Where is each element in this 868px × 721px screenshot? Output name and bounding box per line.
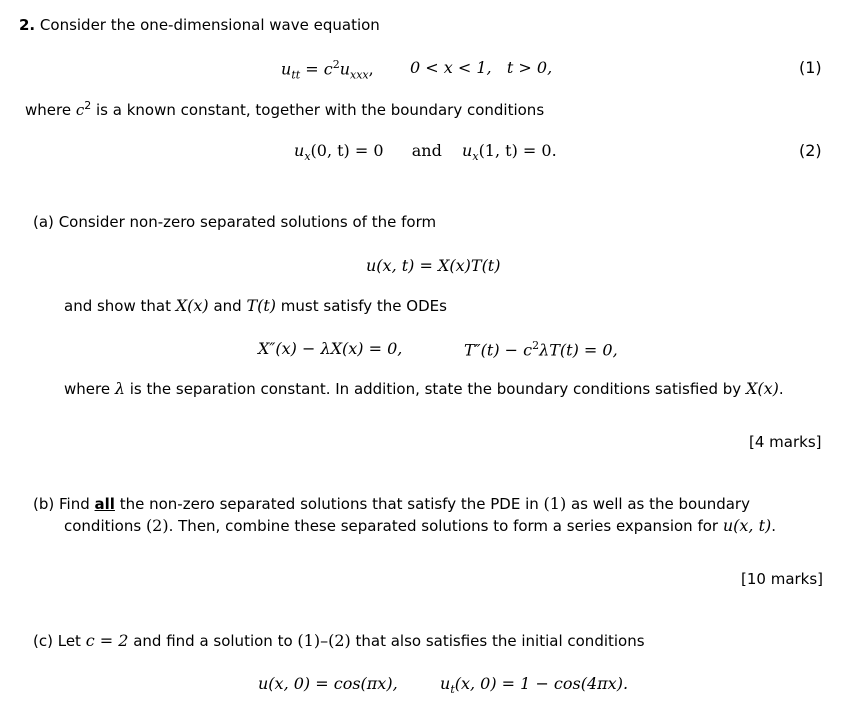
equation-1: $u_{tt} = c^2u_{xxx}$, xyxy=(281,58,374,82)
question-header xyxy=(19,16,380,34)
part-b-label: (b) xyxy=(33,495,55,513)
part-c-intro: (c) Let c = 2 and find a solution to (1)–(2) that also satisfies the initial conditions xyxy=(33,631,645,650)
part-a-where-line: where λ is the separation constant. In addition, state the boundary conditions satisfied by X(x). xyxy=(64,379,784,398)
part-a-intro: (a) Consider non-zero separated solutions of the form xyxy=(33,213,437,231)
part-a-show-line: and show that X(x) and T(t) must satisfy the ODEs xyxy=(64,296,447,315)
part-a-marks: [4 marks] xyxy=(749,433,822,451)
part-c-ic-2: $u_t(x$, 0) = 1 − cos(4πx). xyxy=(440,674,629,697)
part-a-label: (a) xyxy=(33,213,54,231)
part-a-ode-1: X″(x) − λX(x) = 0, xyxy=(258,339,403,358)
equation-1-domain: 0 < x < 1, t > 0, xyxy=(410,58,553,77)
question-number: 2. xyxy=(19,16,36,34)
part-b-marks: [10 marks] xyxy=(741,570,824,588)
part-c-ic-1: u(x, 0) = cos(πx), xyxy=(258,674,398,693)
equation-2: $u_x(0$, t) = 0 and $u_x(1$, t) = 0. xyxy=(294,141,557,164)
emphasis-all: all xyxy=(94,495,115,513)
part-a-ode-2: $T''(t) - c^2\lambda T(t) = 0$, xyxy=(464,339,618,360)
part-b-line-2: conditions (2). Then, combine these separated solutions to form a series expansion for u(x, t). xyxy=(64,516,777,535)
equation-2-tag: (2) xyxy=(799,141,822,160)
part-c-label: (c) xyxy=(33,632,53,650)
where-constant-line: where $c^2$ is a known constant, together with the boundary conditions xyxy=(25,99,545,119)
part-a-form: u(x, t) = X(x)T(t) xyxy=(366,256,501,275)
equation-1-tag: (1) xyxy=(799,58,822,77)
question-intro: Consider the one-dimensional wave equation xyxy=(39,16,380,34)
part-b-line-1: (b) Find all the non-zero separated solutions that satisfy the PDE in (1) as well as the boundary xyxy=(33,494,750,513)
